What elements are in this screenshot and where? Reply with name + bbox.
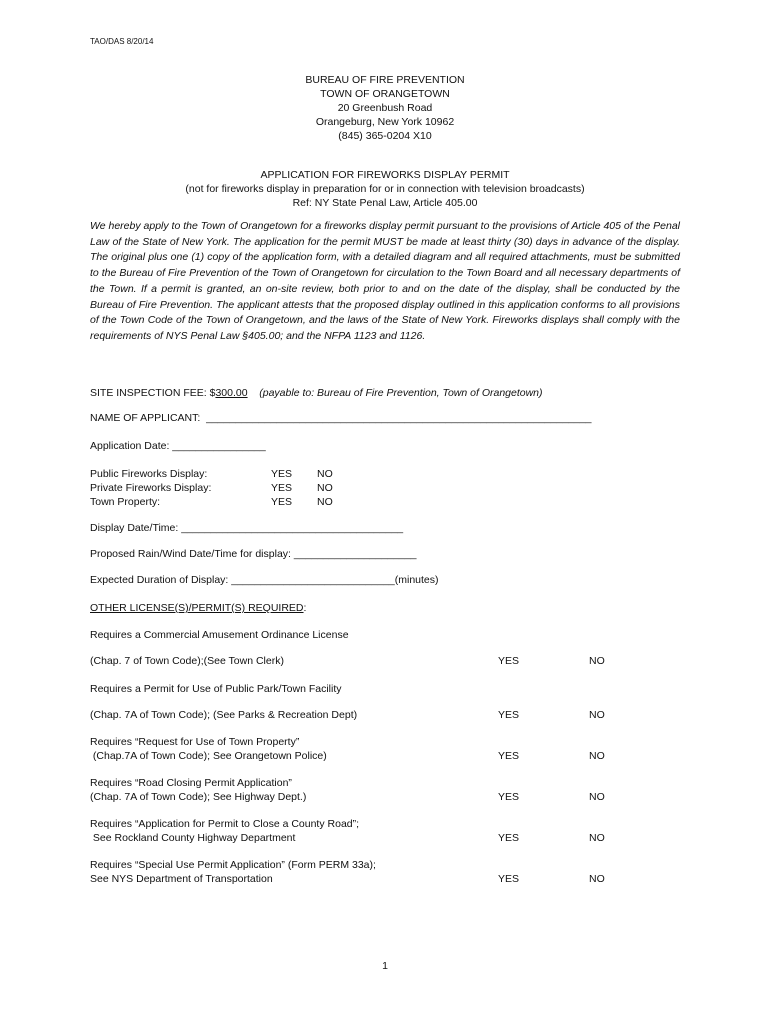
display-type-table (90, 467, 357, 509)
header-bureau: BUREAU OF FIRE PREVENTION (305, 74, 465, 86)
intro-paragraph: We hereby apply to the Town of Orangetown for a fireworks display permit pursuant to the provisions of Article 405 of the Penal Law of the State of New York. The application for the permit MUST be made at least thirty (30) days in advance of the display. The original plus one (1) copy of the application form, with a detailed diagram and all required attachments, must be submitted to the Bureau of Fire Prevention of the Town of Orangetown for circulation to the Town Board and all necessary departments of the Town. If a permit is granted, an on-site review, both prior to and on the date of the display, shall be conducted by the Bureau of Fire Prevention. The applicant attests that the proposed display outlined in this application conforms to all provisions of the Town Code of the Town of Orangetown, and the laws of the State of New York. Fireworks displays shall comply with the requirements of NYS Penal Law §405.00; and the NFPA 1123 and 1126. (90, 220, 680, 342)
agency-header (0, 73, 770, 143)
display-type-row (90, 495, 357, 509)
fee-label: SITE INSPECTION FEE: $ (90, 387, 216, 399)
permit-reference: See NYS Department of Transportation (90, 873, 273, 885)
header-city: Orangeburg, New York 10962 (315, 116, 455, 128)
site-inspection-fee (90, 387, 543, 399)
permit-yes-option[interactable]: YES (498, 655, 520, 667)
permit-requirement: Requires “Application for Permit to Close a County Road”; (90, 818, 360, 830)
permit-reference: (Chap. 7A of Town Code); See Highway Dept.) (90, 791, 307, 803)
display-type-no[interactable]: NO (317, 482, 333, 494)
form-subtitle: (not for fireworks display in preparation for or in connection with television broadcasts) (185, 183, 585, 195)
permit-no-option[interactable]: NO (589, 832, 605, 844)
display-type-yes[interactable]: YES (271, 468, 293, 480)
duration-field[interactable]: Expected Duration of Display: ____________________________(minutes) (90, 574, 439, 586)
permit-yes-option[interactable]: YES (498, 750, 520, 762)
permit-reference: See Rockland County Highway Department (90, 832, 296, 844)
fee-amount: 300.00 (215, 387, 248, 399)
permit-yes-option[interactable]: YES (498, 873, 520, 885)
other-permits-heading-colon: : (303, 602, 307, 614)
document-ref-code: TAO/DAS 8/20/14 (90, 37, 154, 46)
display-type-row (90, 481, 357, 495)
permit-requirement: Requires “Special Use Permit Application” (Form PERM 33a); (90, 859, 376, 871)
application-date-field[interactable]: Application Date: ________________ (90, 440, 266, 452)
other-permits-heading (90, 602, 306, 614)
other-permits-heading-text: OTHER LICENSE(S)/PERMIT(S) REQUIRED (90, 602, 304, 614)
form-reference: Ref: NY State Penal Law, Article 405.00 (292, 197, 478, 209)
permit-no-option[interactable]: NO (589, 709, 605, 721)
header-phone: (845) 365-0204 X10 (338, 130, 432, 142)
display-type-no[interactable]: NO (317, 496, 333, 508)
display-type-yes[interactable]: YES (271, 496, 293, 508)
form-title: APPLICATION FOR FIREWORKS DISPLAY PERMIT (260, 169, 510, 181)
permit-requirement: Requires “Road Closing Permit Application” (90, 777, 292, 789)
permit-no-option[interactable]: NO (589, 655, 605, 667)
permit-yes-option[interactable]: YES (498, 791, 520, 803)
permit-no-option[interactable]: NO (589, 791, 605, 803)
permit-reference: (Chap. 7A of Town Code); (See Parks & Recreation Dept) (90, 709, 358, 721)
applicant-name-field[interactable]: NAME OF APPLICANT: __________________________________________________________________ (90, 412, 592, 424)
display-type-row (90, 467, 357, 481)
display-type-label: Town Property: (90, 496, 161, 508)
display-type-no[interactable]: NO (317, 468, 333, 480)
fee-note: (payable to: Bureau of Fire Prevention, Town of Orangetown) (259, 387, 543, 399)
permit-requirement: Requires a Commercial Amusement Ordinance License (90, 629, 349, 641)
page-number: 1 (382, 960, 388, 972)
header-town: TOWN OF ORANGETOWN (320, 88, 450, 100)
permit-requirement: Requires “Request for Use of Town Property” (90, 736, 300, 748)
permit-no-option[interactable]: NO (589, 750, 605, 762)
permit-yes-option[interactable]: YES (498, 832, 520, 844)
display-type-label: Private Fireworks Display: (90, 482, 212, 494)
header-street: 20 Greenbush Road (337, 102, 433, 114)
display-date-field[interactable]: Display Date/Time: ______________________________________ (90, 522, 404, 534)
rain-date-field[interactable]: Proposed Rain/Wind Date/Time for display: _____________________ (90, 548, 417, 560)
permit-yes-option[interactable]: YES (498, 709, 520, 721)
permit-reference: (Chap. 7 of Town Code);(See Town Clerk) (90, 655, 284, 667)
display-type-yes[interactable]: YES (271, 482, 293, 494)
permit-requirement: Requires a Permit for Use of Public Park/Town Facility (90, 683, 342, 695)
form-title-block (0, 168, 770, 210)
permit-reference: (Chap.7A of Town Code); See Orangetown Police) (90, 750, 327, 762)
display-type-label: Public Fireworks Display: (90, 468, 208, 480)
permit-no-option[interactable]: NO (589, 873, 605, 885)
